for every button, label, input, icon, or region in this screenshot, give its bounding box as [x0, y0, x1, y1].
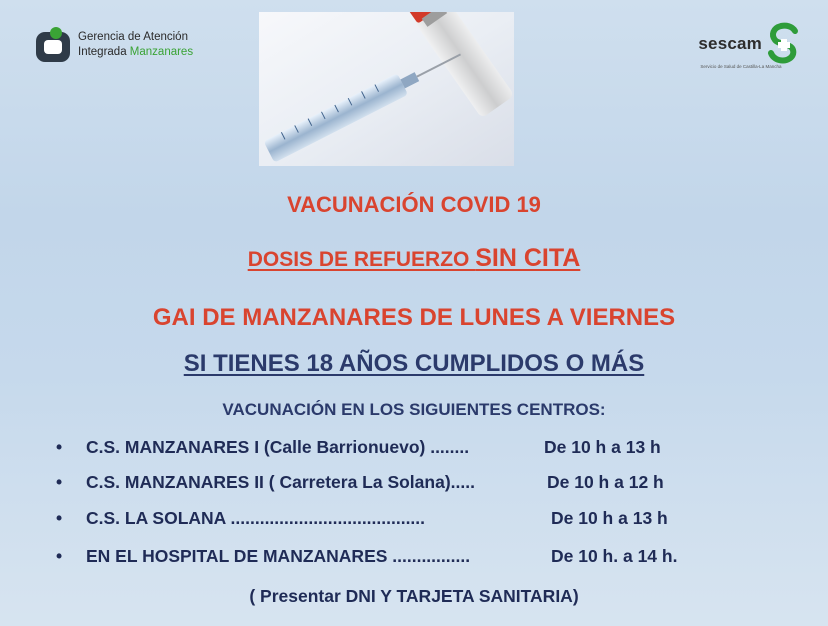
footer-note: ( Presentar DNI Y TARJETA SANITARIA) — [249, 586, 579, 606]
age-text: SI TIENES 18 AÑOS CUMPLIDOS O MÁS — [183, 350, 645, 377]
vaccine-syringe-vial-icon — [259, 12, 514, 166]
schedule-heading: GAI DE MANZANARES DE LUNES A VIERNES — [152, 304, 676, 331]
sescam-logo — [698, 22, 802, 69]
list-item — [0, 546, 828, 572]
list-item — [0, 508, 828, 534]
center-label: C.S. MANZANARES I (Calle Barrionuevo) ........ — [86, 437, 470, 457]
bullet: • — [56, 508, 63, 528]
booster-text: DOSIS DE REFUERZO — [247, 248, 476, 271]
center-hours: De 10 h. a 14 h. — [551, 546, 678, 566]
bullet: • — [56, 437, 63, 457]
booster-sin-cita: SIN CITA — [475, 244, 581, 272]
title-heading: VACUNACIÓN COVID 19 — [287, 192, 541, 217]
vaccine-photo — [259, 12, 514, 166]
centers-intro: VACUNACIÓN EN LOS SIGUIENTES CENTROS: — [222, 400, 606, 419]
gai-logo-icon — [34, 26, 72, 64]
sescam-name: sescam — [698, 34, 762, 53]
gai-logo-manzanares: Manzanares — [129, 46, 194, 58]
gai-logo — [34, 26, 193, 64]
list-item — [0, 437, 828, 463]
sescam-subtitle: Servicio de Salud de Castilla-La Mancha — [700, 64, 782, 69]
gai-logo-line1: Gerencia de Atención — [78, 31, 188, 43]
bullet: • — [56, 546, 63, 566]
center-hours: De 10 h a 12 h — [547, 472, 664, 492]
bullet: • — [56, 472, 63, 492]
list-item — [0, 472, 828, 498]
gai-logo-line2: Integrada — [78, 46, 130, 58]
center-label: C.S. LA SOLANA ........................................ — [86, 508, 426, 528]
center-label: C.S. MANZANARES II ( Carretera La Solana)..... — [86, 472, 475, 492]
booster-heading — [0, 244, 828, 273]
center-hours: De 10 h a 13 h — [551, 508, 668, 528]
sescam-s-icon — [766, 22, 802, 66]
center-hours: De 10 h a 13 h — [544, 437, 661, 457]
center-label: EN EL HOSPITAL DE MANZANARES ................ — [86, 546, 471, 566]
age-heading — [0, 350, 828, 378]
